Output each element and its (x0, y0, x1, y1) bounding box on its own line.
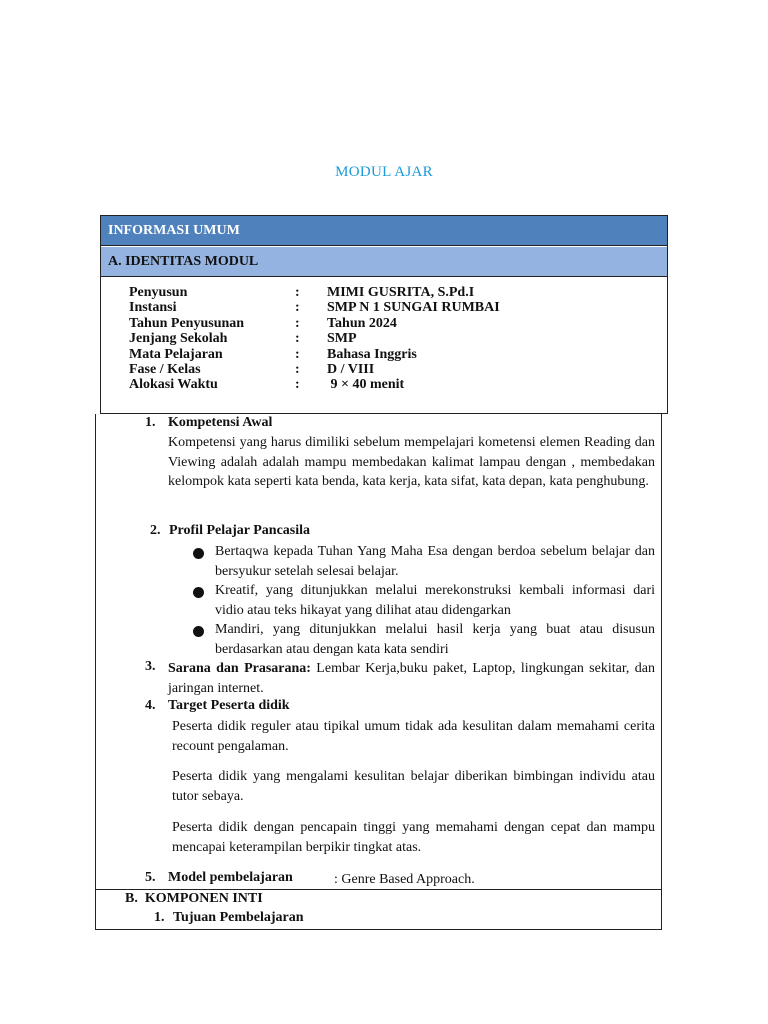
identity-label: Fase / Kelas (129, 362, 201, 377)
identity-separator: : (295, 300, 300, 315)
informasi-umum-table (100, 215, 668, 414)
identity-label: Penyusun (129, 285, 188, 300)
profil-item: Bertaqwa kepada Tuhan Yang Maha Esa dengan berdoa sebelum belajar dan bersyukur setelah selesai belajar. (215, 544, 655, 579)
identity-value: SMP N 1 SUNGAI RUMBAI (327, 300, 500, 315)
bullet-icon (193, 626, 204, 637)
profil-item: Kreatif, yang ditunjukkan melalui merekonstruksi kembali informasi dari vidio atau teks hikayat yang dilihat atau didengarkan (215, 583, 655, 618)
identity-separator: : (295, 347, 300, 362)
identity-value: D / VIII (327, 362, 375, 377)
komponen-inti-heading: B. KOMPONEN INTI (125, 891, 263, 906)
sarana-heading: Sarana dan Prasarana: (168, 661, 311, 676)
sarana-text (168, 659, 655, 698)
identity-value: Tahun 2024 (327, 316, 397, 331)
identity-separator: : (295, 331, 300, 346)
identity-separator: : (295, 377, 300, 392)
identity-label: Tahun Penyusunan (129, 316, 245, 331)
bullet-icon (193, 587, 204, 598)
section-number: 3. (145, 659, 156, 674)
sarana-value: Lembar Kerja,buku paket, Laptop, lingkungan sekitar, dan jaringan internet. (168, 661, 656, 696)
identity-value: 9 × 40 menit (327, 377, 405, 392)
identitas-modul-header: A. IDENTITAS MODUL (101, 247, 667, 277)
model-value: : Genre Based Approach. (334, 872, 475, 887)
identity-separator: : (295, 285, 300, 300)
content-box (95, 414, 662, 890)
kompetensi-awal-text: Kompetensi yang harus dimiliki sebelum mempelajari kometensi elemen Reading dan Viewing adalah adalah mampu membedakan kalimat lampau dengan , membedakan kelompok kata seperti kata benda, kata kerja, kata sifat, kata depan, kata penghubung. (168, 435, 655, 489)
identity-label: Mata Pelajaran (129, 347, 223, 362)
tujuan-pembelajaran-heading: Tujuan Pembelajaran (173, 910, 304, 925)
informasi-umum-header: INFORMASI UMUM (101, 216, 667, 246)
section-number: 5. (145, 870, 156, 885)
section-number: 1. (154, 910, 165, 925)
bullet-icon (193, 548, 204, 559)
identity-label: Instansi (129, 300, 177, 315)
profil-pancasila-heading: Profil Pelajar Pancasila (169, 523, 311, 538)
target-paragraph: Peserta didik yang mengalami kesulitan belajar diberikan bimbingan individu atau tutor sebaya. (172, 769, 655, 804)
profil-item: Mandiri, yang ditunjukkan melalui hasil kerja yang buat atau disusun berdasarkan atau dengan kata kata sendiri (215, 622, 655, 657)
identity-separator: : (295, 316, 300, 331)
kompetensi-awal-heading: Kompetensi Awal (168, 415, 273, 430)
identity-label: Jenjang Sekolah (129, 331, 228, 346)
section-number: 4. (145, 698, 156, 713)
identity-value: Bahasa Inggris (327, 347, 417, 362)
target-heading: Target Peserta didik (168, 698, 290, 713)
section-number: 1. (145, 415, 156, 430)
document-title: MODUL AJAR (335, 164, 433, 180)
komponen-inti-box (95, 889, 662, 930)
identity-value: SMP (327, 331, 357, 346)
identity-value: MIMI GUSRITA, S.Pd.I (327, 285, 475, 300)
target-paragraph: Peserta didik dengan pencapain tinggi yang memahami dengan cepat dan mampu mencapai keterampilan berpikir tingkat atas. (172, 820, 655, 855)
section-number: 2. (150, 523, 161, 538)
model-heading: Model pembelajaran (168, 870, 293, 885)
target-paragraph: Peserta didik reguler atau tipikal umum tidak ada kesulitan dalam memahami cerita recount pengalaman. (172, 719, 655, 754)
identity-separator: : (295, 362, 300, 377)
identity-label: Alokasi Waktu (129, 377, 218, 392)
